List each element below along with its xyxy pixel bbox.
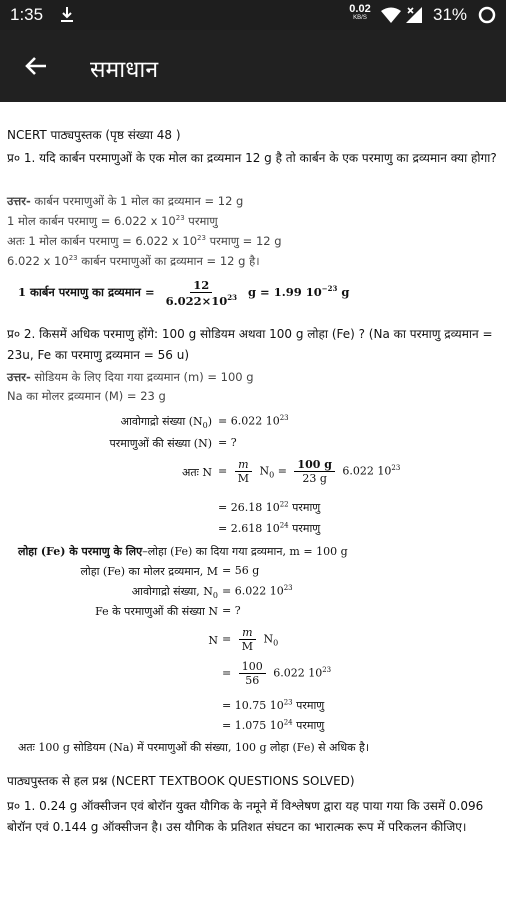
fe-avogadro-value: = 6.022 $10^{23}$ xyxy=(222,584,293,598)
na-calc-label: अतः N xyxy=(181,466,212,479)
na-avogadro-label: आवोगाद्रो संख्या $(N_0)$ xyxy=(120,415,212,431)
fe-calc-values: = $\frac{100}{56}$ 6.022 $10^{23}$ xyxy=(222,660,332,687)
na-atoms-value: = ? xyxy=(218,436,237,449)
signal-icon xyxy=(404,6,424,24)
q1-answer-line1: उत्तर- कार्बन परमाणुओं के 1 मोल का द्रव्यमान = 12 g xyxy=(7,194,244,208)
download-icon xyxy=(60,6,74,23)
na-result-2: = 2.618 $10^{24}$ परमाणु xyxy=(218,521,321,535)
q2-answer-line1: उत्तर- सोडियम के लिए दिया गया द्रव्यमान (m) = 100 g xyxy=(7,370,254,384)
na-avogadro-value: = 6.022 $10^{23}$ xyxy=(218,414,289,428)
q1-question: प्र० 1. यदि कार्बन परमाणुओं के एक मोल का द्रव्यमान 12 g है तो कार्बन के एक परमाणु का द्रव्यमान क्या होगा? xyxy=(7,151,497,165)
q1-answer-line4: 6.022 x $10^{23}$ कार्बन परमाणुओं का द्रव्यमान = 12 g है। xyxy=(7,254,260,268)
fe-molar-label: लोहा (Fe) का मोलर द्रव्यमान, M xyxy=(80,565,218,578)
back-button[interactable] xyxy=(14,44,58,88)
fe-calc-formula: = $\frac{m}{M}$ $N_0$ xyxy=(222,626,279,653)
fe-heading: लोहा (Fe) के परमाणु के लिए–लोहा (Fe) का दिया गया द्रव्यमान, m = 100 g xyxy=(18,545,348,558)
battery-percent: 31% xyxy=(433,5,468,24)
q1-answer-line2: 1 मोल कार्बन परमाणु = 6.022 x $10^{23}$ परमाणु xyxy=(7,214,218,228)
network-speed: 0.02 KB/S xyxy=(349,3,371,21)
q3-question: प्र० 1. 0.24 g ऑक्सीजन एवं बोरॉन युक्त यौगिक के नमूने में विश्लेषण द्वारा यह पाया गया कि उसमें 0.096 बोरॉन एवं 0.144 g ऑक्सीजन है। उस यौगिक के प्रतिशत संघटन का भारात्मक रूप में परिकलन कीजिए। xyxy=(7,799,484,834)
solution-content[interactable] xyxy=(0,102,506,900)
section-heading: पाठ्यपुस्तक से हल प्रश्न (NCERT TEXTBOOK QUESTIONS SOLVED) xyxy=(7,774,355,788)
page-title: समाधान xyxy=(90,57,159,83)
na-result-1: = 26.18 $10^{22}$ परमाणु xyxy=(218,500,321,514)
battery-icon xyxy=(478,6,496,24)
q2-conclusion: अतः 100 g सोडियम (Na) में परमाणुओं की संख्या, 100 g लोहा (Fe) से अधिक है। xyxy=(18,741,370,754)
arrow-back-icon xyxy=(25,56,47,76)
fe-N-label: N xyxy=(208,634,218,647)
status-bar xyxy=(0,0,506,30)
fe-molar-value: = 56 g xyxy=(222,564,260,577)
fe-avogadro-label: आवोगाद्रो संख्या, $N_0$ xyxy=(131,585,218,601)
na-calc-formula: = $\frac{m}{M}$ $N_0$ = $\frac{100 g}{23 g}$ 6.022 $10^{23}$ xyxy=(218,458,401,485)
na-atoms-label: परमाणुओं की संख्या (N) xyxy=(109,437,212,450)
fe-atoms-label: Fe के परमाणुओं की संख्या N xyxy=(95,605,218,618)
q2-question: प्र० 2. किसमें अधिक परमाणु होंगे: 100 g सोडियम अथवा 100 g लोहा (Fe) ? (Na का परमाणु द्रव्यमान = 23u, Fe का परमाणु द्रव्यमान = 56 u) xyxy=(7,327,493,362)
fe-atoms-value: = ? xyxy=(222,604,241,617)
fe-result-2: = 1.075 $10^{24}$ परमाणु xyxy=(222,718,325,732)
q1-answer-line3: अतः 1 मोल कार्बन परमाणु = 6.022 x $10^{23}$ परमाणु = 12 g xyxy=(7,234,282,248)
source-heading: NCERT पाठ्यपुस्तक (पृष्ठ संख्या 48 ) xyxy=(7,128,181,142)
status-time: 1:35 xyxy=(10,5,44,24)
fe-result-1: = 10.75 $10^{23}$ परमाणु xyxy=(222,698,325,712)
q2-answer-line2: Na का मोलर द्रव्यमान (M) = 23 g xyxy=(7,389,166,403)
q1-formula: 1 कार्बन परमाणु का द्रव्यमान = $\frac{12}{6.022\times 10^{23}}$ g = 1.99 $10^{-23}$ g xyxy=(18,278,350,308)
wifi-icon xyxy=(381,7,401,23)
app-bar xyxy=(0,30,506,102)
